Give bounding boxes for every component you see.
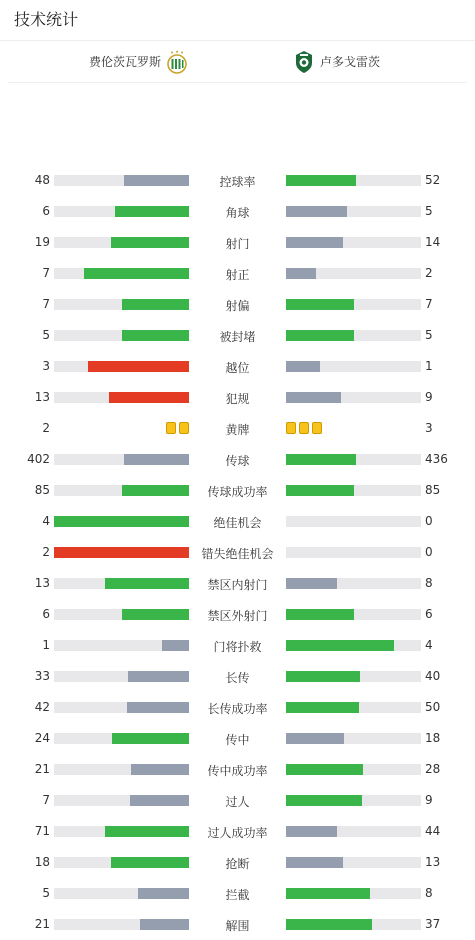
home-team-name: 费伦茨瓦罗斯 — [88, 55, 161, 69]
home-value: 5 — [42, 886, 50, 900]
stat-row — [0, 506, 475, 537]
home-bar-track — [54, 578, 189, 589]
home-value: 3 — [42, 359, 50, 373]
away-bar-track — [286, 826, 421, 837]
yellow-card-icon — [312, 422, 322, 434]
home-value: 7 — [42, 793, 50, 807]
away-value: 0 — [425, 514, 433, 528]
stat-row — [0, 289, 475, 320]
home-value: 21 — [34, 917, 50, 931]
home-bar-track — [54, 206, 189, 217]
away-bar-track — [286, 330, 421, 341]
away-bar-fill — [286, 485, 354, 496]
away-value: 52 — [425, 173, 441, 187]
stat-row — [0, 878, 475, 909]
home-value: 48 — [34, 173, 50, 187]
away-bar-track — [286, 175, 421, 186]
away-bar-track — [286, 609, 421, 620]
away-value: 2 — [425, 266, 433, 280]
away-bar-track — [286, 237, 421, 248]
away-value: 9 — [425, 390, 433, 404]
away-bar-track — [286, 268, 421, 279]
home-value: 13 — [34, 576, 50, 590]
home-bar-track — [54, 330, 189, 341]
away-value: 8 — [425, 886, 433, 900]
stat-row — [0, 382, 475, 413]
home-value: 33 — [34, 669, 50, 683]
stat-row — [0, 537, 475, 568]
home-value: 24 — [34, 731, 50, 745]
stat-label: 长传 — [225, 671, 250, 685]
home-bar-track — [54, 454, 189, 465]
away-bar-track — [286, 454, 421, 465]
home-value: 21 — [34, 762, 50, 776]
away-bar-track — [286, 640, 421, 651]
home-bar-fill — [162, 640, 189, 651]
away-bar-fill — [286, 702, 359, 713]
away-bar-track — [286, 361, 421, 372]
stat-label: 角球 — [225, 206, 250, 220]
away-bar-track — [286, 888, 421, 899]
stat-row — [0, 692, 475, 723]
home-bar-track — [54, 609, 189, 620]
away-bar-track — [286, 485, 421, 496]
away-bar-track — [286, 671, 421, 682]
stat-row — [0, 816, 475, 847]
home-bar-track — [54, 888, 189, 899]
away-value: 28 — [425, 762, 441, 776]
home-bar-fill — [130, 795, 189, 806]
stat-row — [0, 661, 475, 692]
stat-label: 传球成功率 — [207, 485, 268, 499]
away-bar-track — [286, 857, 421, 868]
away-bar-track — [286, 299, 421, 310]
away-bar-fill — [286, 671, 360, 682]
home-bar-fill — [122, 330, 190, 341]
home-value: 2 — [42, 421, 50, 435]
away-bar-fill — [286, 795, 362, 806]
home-bar-fill — [127, 702, 189, 713]
away-bar-track — [286, 516, 421, 527]
stat-label: 传球 — [225, 454, 250, 468]
away-bar-fill — [286, 175, 356, 186]
home-bar-track — [54, 764, 189, 775]
stat-row — [0, 754, 475, 785]
yellow-card-icon — [166, 422, 176, 434]
home-value: 42 — [34, 700, 50, 714]
home-value: 402 — [27, 452, 50, 466]
home-yellow-cards — [166, 422, 189, 434]
home-bar-track — [54, 175, 189, 186]
away-bar-track — [286, 206, 421, 217]
away-value: 40 — [425, 669, 441, 683]
away-team[interactable] — [294, 41, 380, 82]
away-bar-fill — [286, 640, 394, 651]
home-value: 18 — [34, 855, 50, 869]
stat-label: 抢断 — [225, 857, 250, 871]
away-value: 5 — [425, 204, 433, 218]
stat-row — [0, 320, 475, 351]
home-value: 19 — [34, 235, 50, 249]
away-value: 3 — [425, 421, 433, 435]
home-team[interactable] — [89, 41, 187, 82]
away-value: 4 — [425, 638, 433, 652]
away-value: 9 — [425, 793, 433, 807]
away-bar-fill — [286, 826, 337, 837]
stat-row — [0, 227, 475, 258]
home-value: 71 — [34, 824, 50, 838]
away-bar-track — [286, 547, 421, 558]
stat-label: 绝佳机会 — [213, 516, 262, 530]
away-bar-track — [286, 578, 421, 589]
home-value: 6 — [42, 607, 50, 621]
home-bar-fill — [128, 671, 189, 682]
away-bar-track — [286, 795, 421, 806]
home-value: 7 — [42, 297, 50, 311]
away-bar-fill — [286, 733, 344, 744]
home-bar-fill — [54, 516, 189, 527]
home-bar-fill — [111, 857, 189, 868]
away-value: 8 — [425, 576, 433, 590]
home-value: 13 — [34, 390, 50, 404]
home-bar-fill — [105, 826, 189, 837]
away-value: 13 — [425, 855, 441, 869]
stat-row — [0, 475, 475, 506]
stat-row — [0, 568, 475, 599]
home-bar-track — [54, 671, 189, 682]
home-bar-track — [54, 516, 189, 527]
stat-label: 射偏 — [225, 299, 250, 313]
stat-label: 控球率 — [219, 175, 256, 189]
home-bar-track — [54, 857, 189, 868]
yellow-card-icon — [286, 422, 296, 434]
home-bar-track — [54, 237, 189, 248]
home-bar-fill — [105, 578, 189, 589]
stat-label: 黄牌 — [225, 423, 250, 437]
away-value: 436 — [425, 452, 448, 466]
home-bar-fill — [122, 485, 190, 496]
away-bar-fill — [286, 609, 354, 620]
away-value: 18 — [425, 731, 441, 745]
away-bar-fill — [286, 237, 343, 248]
yellow-card-icon — [299, 422, 309, 434]
stat-label: 禁区外射门 — [207, 609, 268, 623]
stat-label: 犯规 — [225, 392, 250, 406]
home-bar-fill — [131, 764, 189, 775]
away-bar-fill — [286, 361, 320, 372]
away-bar-fill — [286, 454, 356, 465]
away-bar-fill — [286, 919, 372, 930]
stat-row — [0, 351, 475, 382]
stat-label: 传中成功率 — [207, 764, 268, 778]
away-value: 85 — [425, 483, 441, 497]
away-team-name: 卢多戈雷茨 — [320, 55, 381, 69]
stat-label: 越位 — [225, 361, 250, 375]
away-bar-track — [286, 392, 421, 403]
yellow-card-icon — [179, 422, 189, 434]
page-title: 技术统计 — [0, 0, 475, 41]
ferencvaros-logo-icon — [167, 50, 187, 74]
home-bar-track — [54, 547, 189, 558]
home-bar-fill — [109, 392, 189, 403]
away-bar-fill — [286, 268, 316, 279]
away-value: 44 — [425, 824, 441, 838]
away-bar-track — [286, 702, 421, 713]
home-bar-fill — [122, 299, 190, 310]
home-bar-track — [54, 795, 189, 806]
stat-label: 过人成功率 — [207, 826, 268, 840]
home-bar-fill — [124, 454, 189, 465]
stat-label: 拦截 — [225, 888, 250, 902]
away-bar-fill — [286, 392, 341, 403]
away-bar-track — [286, 733, 421, 744]
away-yellow-cards — [286, 422, 322, 434]
ludogorets-logo-icon — [294, 50, 314, 74]
home-bar-fill — [124, 175, 189, 186]
stat-label: 被封堵 — [219, 330, 256, 344]
home-value: 4 — [42, 514, 50, 528]
home-bar-fill — [111, 237, 189, 248]
home-bar-fill — [84, 268, 189, 279]
home-value: 85 — [34, 483, 50, 497]
home-bar-track — [54, 919, 189, 930]
away-value: 50 — [425, 700, 441, 714]
stat-label: 解围 — [225, 919, 250, 933]
home-bar-track — [54, 702, 189, 713]
away-bar-fill — [286, 578, 337, 589]
away-bar-track — [286, 919, 421, 930]
stat-label: 射门 — [225, 237, 250, 251]
stat-row — [0, 165, 475, 196]
stat-row — [0, 599, 475, 630]
home-bar-fill — [112, 733, 189, 744]
away-bar-fill — [286, 206, 347, 217]
home-bar-track — [54, 299, 189, 310]
stat-label: 射正 — [225, 268, 250, 282]
home-bar-track — [54, 640, 189, 651]
away-bar-fill — [286, 888, 370, 899]
away-value: 0 — [425, 545, 433, 559]
stat-row — [0, 723, 475, 754]
away-bar-fill — [286, 299, 354, 310]
stat-row — [0, 909, 475, 940]
home-bar-track — [54, 485, 189, 496]
stat-label: 门将扑救 — [213, 640, 262, 654]
stat-label: 错失绝佳机会 — [201, 547, 274, 561]
home-bar-track — [54, 361, 189, 372]
stat-label: 过人 — [225, 795, 250, 809]
away-bar-fill — [286, 330, 354, 341]
home-bar-fill — [140, 919, 189, 930]
stat-row — [0, 413, 475, 444]
team-header — [8, 41, 467, 83]
stat-row — [0, 847, 475, 878]
home-bar-fill — [54, 547, 189, 558]
home-value: 2 — [42, 545, 50, 559]
stat-row — [0, 630, 475, 661]
away-bar-track — [286, 764, 421, 775]
home-bar-track — [54, 733, 189, 744]
stat-label: 禁区内射门 — [207, 578, 268, 592]
away-value: 37 — [425, 917, 441, 931]
home-value: 5 — [42, 328, 50, 342]
stat-row — [0, 258, 475, 289]
home-bar-fill — [115, 206, 189, 217]
stat-row — [0, 444, 475, 475]
stat-row — [0, 196, 475, 227]
stat-label: 长传成功率 — [207, 702, 268, 716]
away-value: 5 — [425, 328, 433, 342]
home-value: 1 — [42, 638, 50, 652]
away-value: 7 — [425, 297, 433, 311]
away-bar-fill — [286, 764, 363, 775]
away-value: 1 — [425, 359, 433, 373]
home-value: 6 — [42, 204, 50, 218]
home-bar-track — [54, 826, 189, 837]
away-value: 6 — [425, 607, 433, 621]
home-bar-fill — [138, 888, 189, 899]
stat-row — [0, 785, 475, 816]
away-bar-fill — [286, 857, 343, 868]
away-value: 14 — [425, 235, 441, 249]
home-bar-track — [54, 392, 189, 403]
stat-label: 传中 — [225, 733, 250, 747]
home-bar-fill — [122, 609, 190, 620]
home-bar-track — [54, 268, 189, 279]
home-bar-fill — [88, 361, 189, 372]
home-value: 7 — [42, 266, 50, 280]
